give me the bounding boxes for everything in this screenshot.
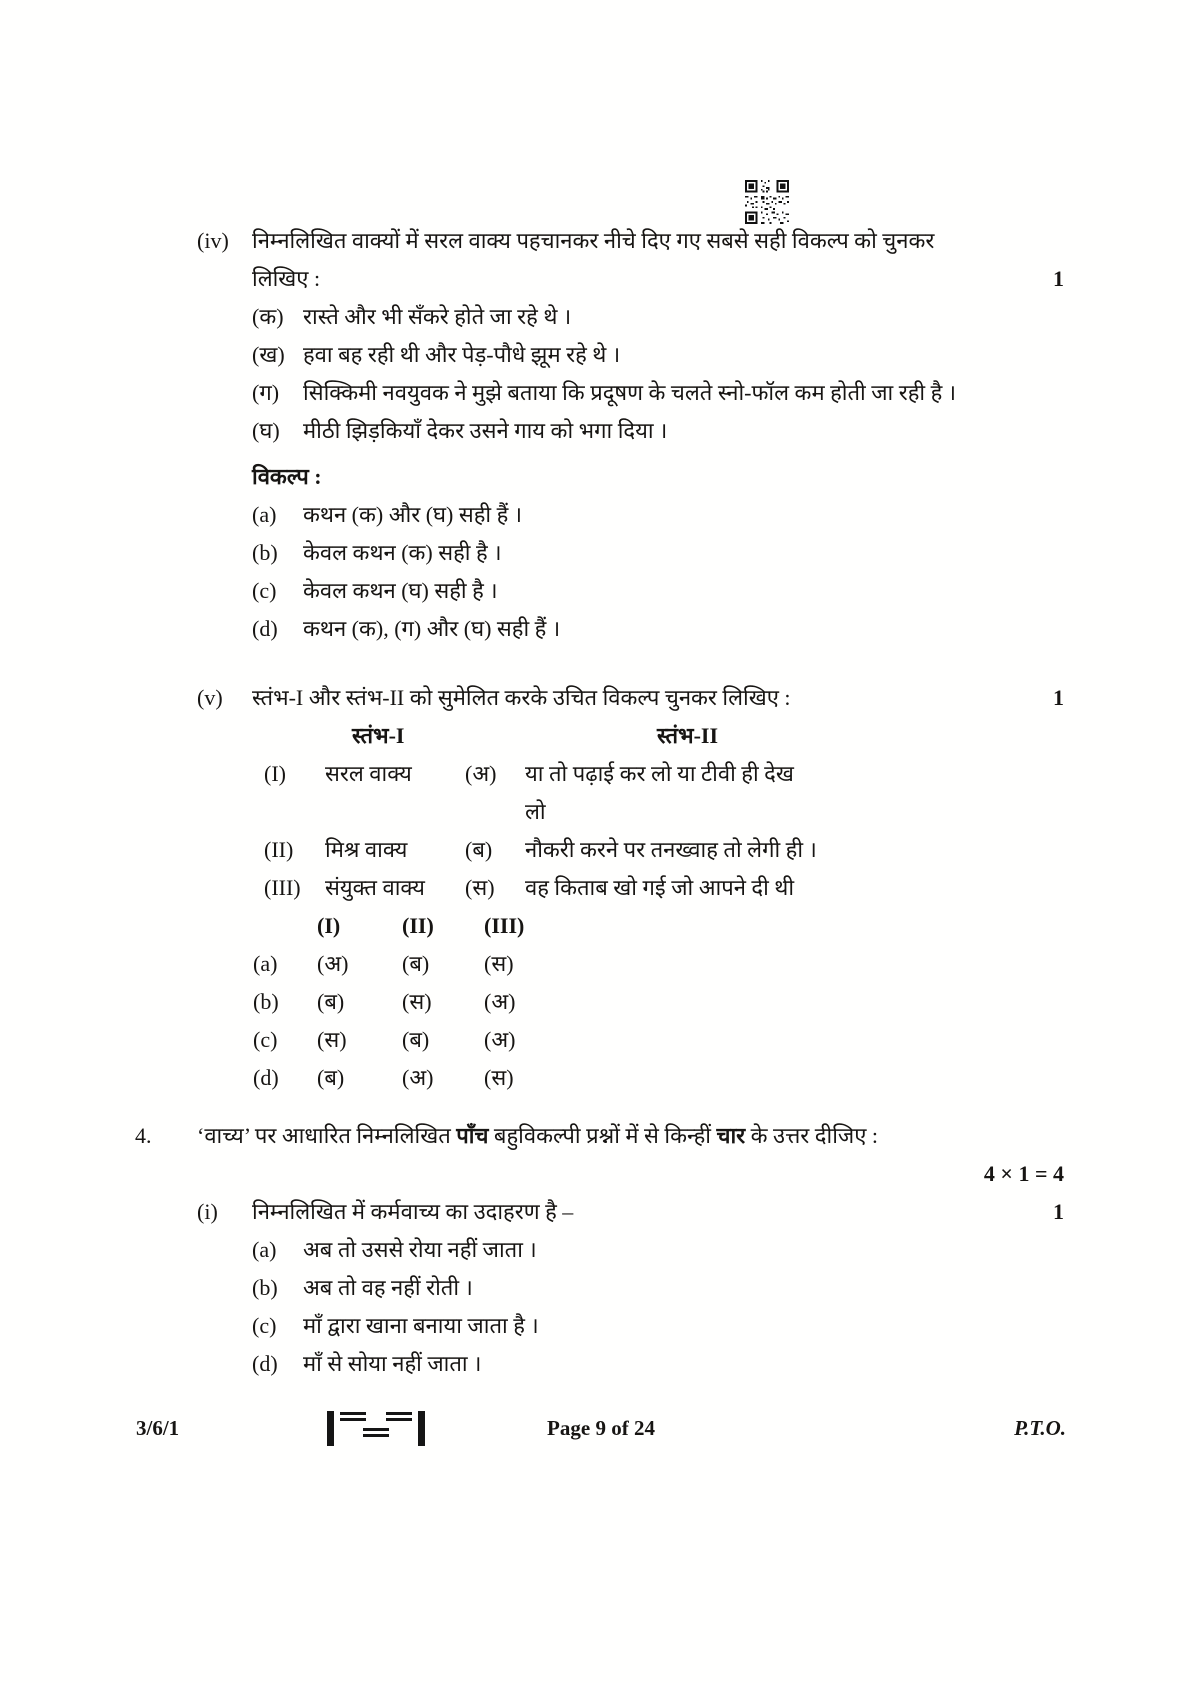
matrix-cell: (स) xyxy=(317,1027,347,1052)
question-v-text: स्तंभ-I और स्तंभ-II को सुमेलित करके उचित विकल्प चुनकर लिखिए : xyxy=(252,685,791,710)
matrix-cell: (ब) xyxy=(317,989,345,1014)
column2-header: स्तंभ-II xyxy=(657,723,719,748)
matrix-option-label: (a) xyxy=(253,951,278,976)
question-4-text: ‘वाच्य’ पर आधारित निम्नलिखित पाँच बहुविकल्पी प्रश्नों में से किन्हीं चार के उत्तर दीजिए : xyxy=(197,1123,878,1148)
statement-row xyxy=(252,412,1130,450)
option-text: अब तो उससे रोया नहीं जाता । xyxy=(303,1237,537,1262)
statement-label: (ग) xyxy=(252,380,280,405)
qr-code-icon xyxy=(745,180,789,224)
match-column-headers xyxy=(0,717,1190,755)
statement-text: रास्ते और भी सँकरे होते जा रहे थे । xyxy=(303,304,572,329)
option-label: (b) xyxy=(252,540,278,565)
matrix-header-row xyxy=(317,907,1190,945)
matrix-cell: (ब) xyxy=(402,951,430,976)
matrix-cell: (अ) xyxy=(402,1065,434,1090)
statement-text: मीठी झिड़कियाँ देकर उसने गाय को भगा दिया । xyxy=(303,418,668,443)
option-label: (c) xyxy=(252,1313,277,1338)
matrix-header-cell: (I) xyxy=(317,913,341,938)
matrix-option-row xyxy=(253,1021,1190,1059)
match-key: (स) xyxy=(465,875,495,900)
question-iv-text: निम्नलिखित वाक्यों में सरल वाक्य पहचानकर नीचे दिए गए सबसे सही विकल्प को चुनकर xyxy=(252,228,935,253)
statement-row xyxy=(252,374,1130,412)
question-i-marks: 1 xyxy=(1053,1199,1064,1224)
option-row xyxy=(252,534,1130,572)
match-left: मिश्र वाक्य xyxy=(325,837,408,862)
option-label: (b) xyxy=(252,1275,278,1300)
matrix-option-row xyxy=(253,1059,1190,1097)
question-iv-line2 xyxy=(197,260,1064,298)
option-text: कथन (क), (ग) और (घ) सही हैं । xyxy=(303,616,561,641)
option-label: (d) xyxy=(252,616,278,641)
options-heading: विकल्प : xyxy=(252,464,322,489)
option-row xyxy=(252,610,1130,648)
matrix-cell: (स) xyxy=(484,951,514,976)
question-i-text: निम्नलिखित में कर्मवाच्य का उदाहरण है – xyxy=(252,1199,574,1224)
matrix-cell: (अ) xyxy=(484,989,516,1014)
option-label: (d) xyxy=(252,1351,278,1376)
statement-label: (क) xyxy=(252,304,284,329)
statement-label: (ख) xyxy=(252,342,285,367)
match-right: या तो पढ़ाई कर लो या टीवी ही देख xyxy=(525,761,794,786)
paper-code: 3/6/1 xyxy=(136,1416,180,1440)
option-label: (c) xyxy=(252,578,277,603)
match-roman: (III) xyxy=(264,875,301,900)
question-iv-text-cont: लिखिए : xyxy=(252,266,321,291)
option-text: अब तो वह नहीं रोती । xyxy=(303,1275,473,1300)
option-text: कथन (क) और (घ) सही हैं । xyxy=(303,502,523,527)
statement-row xyxy=(252,298,1130,336)
match-row xyxy=(264,755,1130,793)
matrix-cell: (अ) xyxy=(484,1027,516,1052)
option-text: केवल कथन (घ) सही है । xyxy=(303,578,498,603)
matrix-cell: (स) xyxy=(402,989,432,1014)
matrix-header-cell: (III) xyxy=(484,913,525,938)
matrix-option-row xyxy=(253,983,1190,1021)
question-iv-number: (iv) xyxy=(197,228,229,253)
matrix-header-cell: (II) xyxy=(402,913,434,938)
bold-word: चार xyxy=(716,1123,746,1148)
option-row xyxy=(252,1345,1130,1383)
matrix-cell: (ब) xyxy=(317,1065,345,1090)
matrix-option-label: (d) xyxy=(253,1065,279,1090)
option-row xyxy=(252,496,1130,534)
option-row xyxy=(252,1307,1130,1345)
option-row xyxy=(252,1231,1130,1269)
match-left: सरल वाक्य xyxy=(325,761,412,786)
statement-text: सिक्किमी नवयुवक ने मुझे बताया कि प्रदूषण के चलते स्नो-फॉल कम होती जा रही है । xyxy=(303,380,957,405)
matrix-cell: (ब) xyxy=(402,1027,430,1052)
statement-row xyxy=(252,336,1130,374)
match-key: (ब) xyxy=(465,837,493,862)
matrix-option-label: (c) xyxy=(253,1027,278,1052)
option-text: केवल कथन (क) सही है । xyxy=(303,540,502,565)
question-4-number: 4. xyxy=(135,1123,152,1148)
page-number: Page 9 of 24 xyxy=(547,1416,655,1440)
question-4-line xyxy=(135,1117,1064,1155)
match-left: संयुक्त वाक्य xyxy=(325,875,425,900)
column1-header: स्तंभ-I xyxy=(352,723,405,748)
matrix-option-row xyxy=(253,945,1190,983)
option-text: माँ द्वारा खाना बनाया जाता है । xyxy=(303,1313,539,1338)
bold-word: पाँच xyxy=(456,1123,489,1148)
option-row xyxy=(252,1269,1130,1307)
question-iv-line1 xyxy=(197,222,1064,260)
option-label: (a) xyxy=(252,502,277,527)
match-row xyxy=(264,869,1130,907)
question-i-number: (i) xyxy=(197,1199,218,1224)
question-iv-marks: 1 xyxy=(1053,266,1064,291)
question-v-marks: 1 xyxy=(1053,685,1064,710)
option-label: (a) xyxy=(252,1237,277,1262)
matrix-cell: (अ) xyxy=(317,951,349,976)
statement-label: (घ) xyxy=(252,418,280,443)
match-right-continuation: लो xyxy=(525,799,546,824)
match-row xyxy=(264,831,1130,869)
question-v-line xyxy=(197,679,1064,717)
match-right: नौकरी करने पर तनख्वाह तो लेगी ही । xyxy=(525,837,817,862)
option-row xyxy=(252,572,1130,610)
match-roman: (I) xyxy=(264,761,286,786)
match-key: (अ) xyxy=(465,761,497,786)
question-i-line xyxy=(197,1193,1064,1231)
matrix-option-label: (b) xyxy=(253,989,279,1014)
option-text: माँ से सोया नहीं जाता । xyxy=(303,1351,482,1376)
registration-mark-icon xyxy=(327,1411,425,1446)
pto-label: P.T.O. xyxy=(1014,1416,1066,1440)
page-footer xyxy=(136,1408,1066,1448)
match-roman: (II) xyxy=(264,837,294,862)
question-v-number: (v) xyxy=(197,685,223,710)
marks-formula: 4 × 1 = 4 xyxy=(983,1161,1064,1186)
statement-text: हवा बह रही थी और पेड़-पौधे झूम रहे थे । xyxy=(303,342,621,367)
match-right: वह किताब खो गई जो आपने दी थी xyxy=(525,875,795,900)
matrix-cell: (स) xyxy=(484,1065,514,1090)
